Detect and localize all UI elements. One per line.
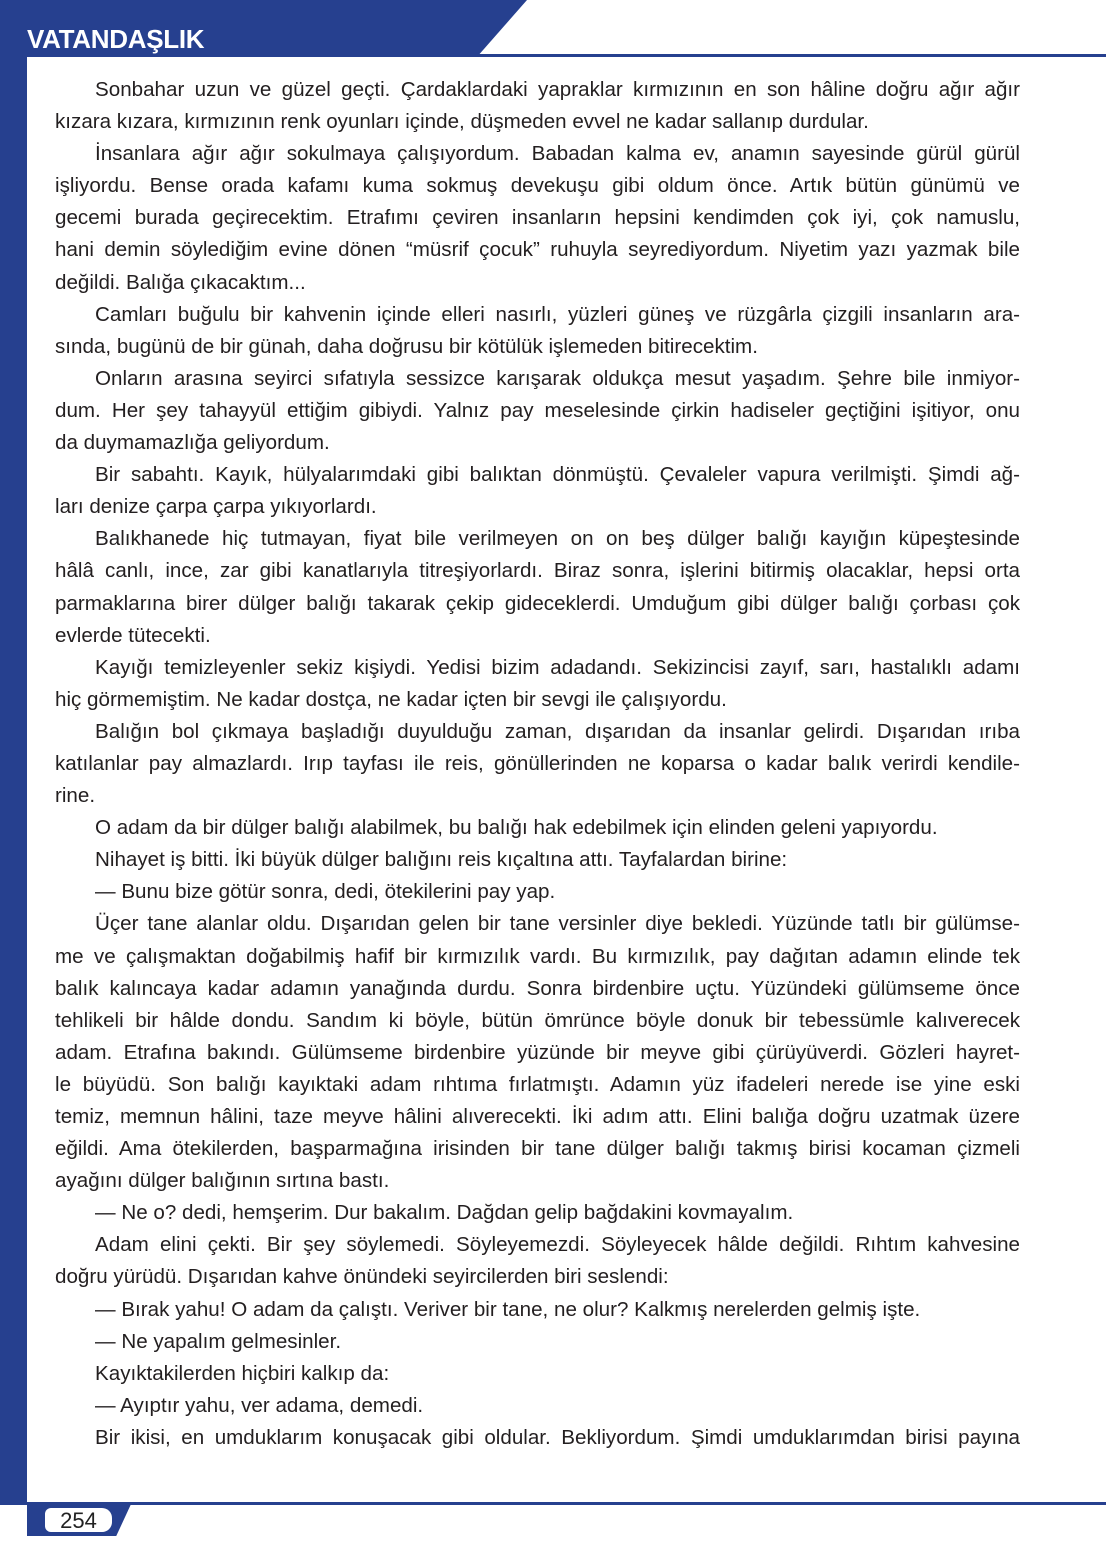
text-line: Adam elini çekti. Bir şey söylemedi. Söyleyemezdi. Söyleyecek hâlde değildi. Rıhtım kahvesine — [95, 1233, 1020, 1257]
text-line: dum. Her şey tahayyül ettiğim gibiydi. Yalnız pay meselesinde çirkin hadiseler geçtiğini işitiyor, onu — [55, 398, 1020, 422]
text-line: Üçer tane alanlar oldu. Dışarıdan gelen bir tane versinler diye bekledi. Yüzünde tatlı bir gülümse- — [95, 912, 1020, 936]
text-line: Kayıktakilerden hiçbiri kalkıp da: — [95, 1361, 390, 1385]
text-line: katılanlar pay almazlardı. Irıp tayfası ile reis, gönüllerinden ne koparsa o kadar balık verirdi kendile- — [55, 751, 1020, 775]
paragraph — [55, 1197, 1020, 1229]
text-line: Onların arasına seyirci sıfatıyla sessizce karışarak oldukça mesut yaşadım. Şehre bile inmiyor- — [95, 366, 1020, 390]
text-line: rine. — [55, 784, 96, 808]
paragraph — [55, 1358, 1020, 1390]
text-line: Camları buğulu bir kahvenin içinde elleri nasırlı, yüzleri güneş ve rüzgârla çizgili insanların ara- — [95, 302, 1020, 326]
paragraph — [55, 716, 1020, 812]
text-line: Bir ikisi, en umduklarım konuşacak gibi oldular. Bekliyordum. Şimdi umduklarımdan birisi payına — [95, 1425, 1020, 1449]
paragraph — [55, 1390, 1020, 1422]
text-line: değildi. Balığa çıkacaktım... — [55, 270, 306, 294]
text-line: temiz, memnun hâlini, taze meyve hâlini alıverecekti. İki adım attı. Elini balığa doğru uzatmak üzere — [55, 1105, 1020, 1128]
page-number: 254 — [45, 1508, 112, 1532]
paragraph — [55, 459, 1020, 523]
text-line: evlerde tütecekti. — [55, 623, 211, 647]
text-line: İnsanlara ağır ağır sokulmaya çalışıyordum. Babadan kalma ev, anamın sayesinde gürül gürül — [95, 142, 1020, 166]
text-line: ları denize çarpa çarpa yıkıyorlardı. — [55, 495, 377, 519]
text-line: — Ayıptır yahu, ver adama, demedi. — [95, 1393, 424, 1417]
text-line: me ve çalışmaktan doğabilmiş hafif bir kırmızılık vardı. Bu kırmızılık, pay dağıtan adamın elinde tek — [55, 944, 1020, 968]
text-line: — Ne o? dedi, hemşerim. Dur bakalım. Dağdan gelip bağdakini kovmayalım. — [95, 1201, 794, 1225]
text-line: Balıkhanede hiç tutmayan, fiyat bile verilmeyen on on beş dülger balığı kayığın küpeştesinde — [95, 527, 1020, 551]
paragraph — [55, 844, 1020, 876]
text-line: ayağını dülger balığının sırtına bastı. — [55, 1169, 390, 1193]
paragraph — [55, 299, 1020, 363]
text-line: — Bunu bize götür sonra, dedi, ötekilerini pay yap. — [95, 880, 556, 904]
text-line: — Bırak yahu! O adam da çalıştı. Veriver bir tane, ne olur? Kalkmış nerelerden gelmiş işte. — [95, 1297, 921, 1321]
text-line: hâlâ canlı, ince, zar gibi kanatlarıyla titreşiyorlardı. Biraz sonra, işlerini bitirmiş olacaklar, hepsi orta — [55, 559, 1020, 583]
paragraph — [55, 1229, 1020, 1293]
text-line: parmaklarına birer dülger balığı takarak çekip gideceklerdi. Umduğum gibi dülger balığı çorbası çok — [55, 591, 1020, 615]
text-line: le büyüdü. Son balığı kayıktaki adam rıhtıma fırlatmıştı. Adamın yüz ifadeleri nerede ise yine eski — [55, 1072, 1020, 1096]
article-body — [55, 74, 1020, 1454]
text-line: Sonbahar uzun ve güzel geçti. Çardaklardaki yapraklar kırmızının en son hâline doğru ağır ağır — [95, 78, 1020, 101]
text-line: balık kalıncaya kadar adamın yanağında durdu. Sonra birdenbire uçtu. Yüzündeki gülümseme önce — [55, 976, 1020, 1000]
text-line: tehlikeli bir hâlde dondu. Sandım ki böyle, bütün ömrünce böyle donuk bir tebessümle kalıverecek — [55, 1008, 1020, 1032]
section-title: VATANDAŞLIK — [27, 24, 205, 54]
paragraph — [55, 74, 1020, 138]
paragraph — [55, 1294, 1020, 1326]
text-line: doğru yürüdü. Dışarıdan kahve önündeki seyircilerden biri seslendi: — [55, 1265, 669, 1289]
text-line: Nihayet iş bitti. İki büyük dülger balığını reis kıçaltına attı. Tayfalardan birine: — [95, 848, 788, 872]
paragraph — [55, 1326, 1020, 1358]
text-line: Balığın bol çıkmaya başladığı duyulduğu zaman, dışarıdan da insanlar gelirdi. Dışarıdan ırıba — [95, 719, 1020, 743]
text-line: — Ne yapalım gelmesinler. — [95, 1329, 342, 1353]
paragraph — [55, 363, 1020, 459]
paragraph — [55, 138, 1020, 298]
paragraph — [55, 812, 1020, 844]
text-line: eğildi. Ama ötekilerden, başparmağına irisinden bir tane dülger balığı takmış birisi kocaman çizmeli — [55, 1137, 1020, 1161]
text-line: da duymamazlığa geliyordum. — [55, 431, 330, 455]
paragraph — [55, 908, 1020, 1197]
left-margin-bar — [0, 0, 27, 1504]
text-line: sında, bugünü de bir günah, daha doğrusu bir kötülük işlemeden bitirecektim. — [55, 334, 758, 358]
paragraph — [55, 652, 1020, 716]
footer-rule — [0, 1502, 1106, 1505]
text-line: Bir sabahtı. Kayık, hülyalarımdaki gibi balıktan dönmüştü. Çevaleler vapura verilmişti. Şimdi ağ- — [95, 463, 1020, 487]
text-line: hani demin söylediğim evine dönen “müsrif çocuk” ruhuyla seyrediyordum. Niyetim yazı yazmak bile — [55, 238, 1020, 262]
text-line: işliyordu. Bense orada kafamı kuma sokmuş devekuşu gibi oldum önce. Artık bütün günümü ve — [55, 174, 1020, 198]
text-line: Kayığı temizleyenler sekiz kişiydi. Yedisi bizim adadandı. Sekizincisi zayıf, sarı, hastalıklı adamı — [95, 655, 1020, 679]
paragraph — [55, 876, 1020, 908]
text-line: hiç görmemiştim. Ne kadar dostça, ne kadar içten bir sevgi ile çalışıyordu. — [55, 687, 727, 711]
text-line: adam. Etrafına bakındı. Gülümseme birdenbire yüzünde bir meyve gibi çürüyüverdi. Gözleri hayret- — [55, 1040, 1020, 1064]
paragraph — [55, 523, 1020, 651]
paragraph — [55, 1422, 1020, 1454]
text-line: O adam da bir dülger balığı alabilmek, bu balığı hak edebilmek için elinden geleni yapıyordu. — [95, 816, 938, 840]
text-line: kızara kızara, kırmızının renk oyunları içinde, düşmeden evvel ne kadar sallanıp durdular. — [55, 110, 869, 134]
text-line: gecemi burada geçirecektim. Etrafımı çeviren insanların hepsini kendimden çok iyi, çok namuslu, — [55, 206, 1020, 230]
